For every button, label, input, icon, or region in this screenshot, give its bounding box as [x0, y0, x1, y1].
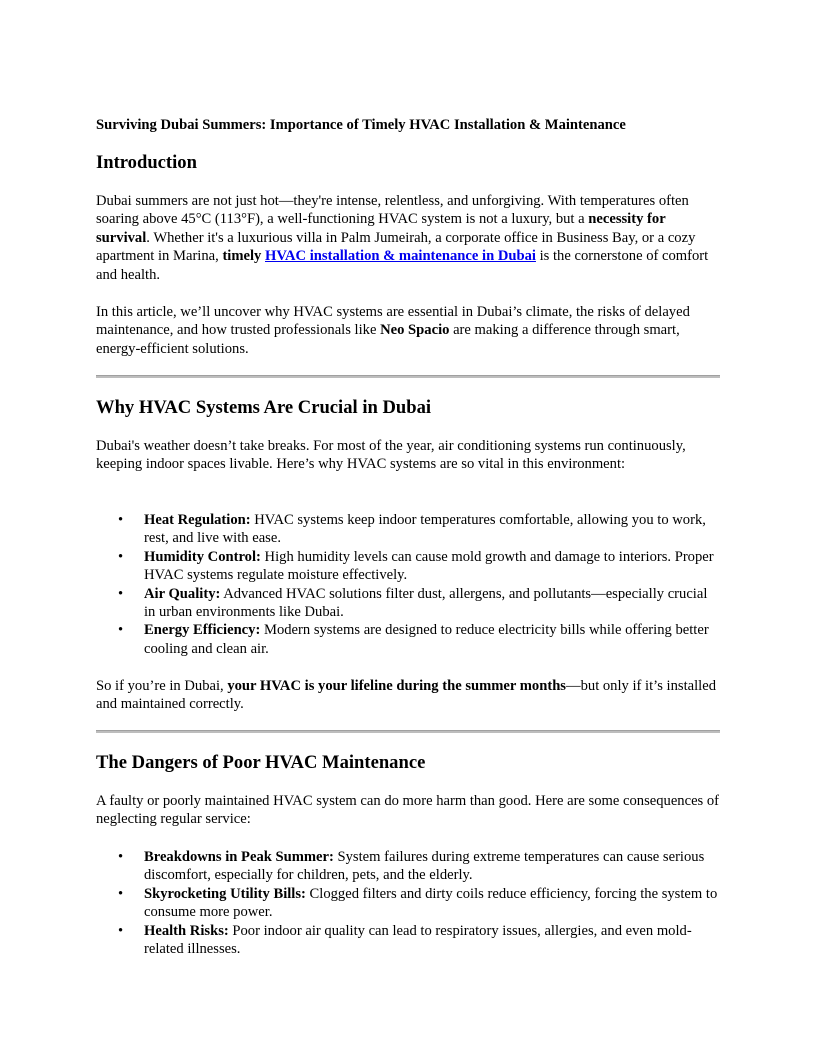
why-paragraph-2: [96, 677, 720, 714]
document-title: Surviving Dubai Summers: Importance of Timely HVAC Installation & Maintenance: [96, 117, 626, 133]
bullet-icon: •: [118, 548, 124, 565]
list-item: [96, 922, 720, 959]
list-item: [96, 548, 720, 585]
section-divider: [96, 730, 720, 733]
why-bullet-list: [96, 511, 720, 658]
dangers-bullet-list: [96, 848, 720, 958]
list-item: [96, 848, 720, 885]
intro-p1-text-a: Dubai summers are not just hot—they're intense, relentless, and unforgiving. With temperatures often soaring above 45°C (113°F), a well-functioning HVAC system is not a luxury, but a: [96, 193, 689, 228]
hvac-installation-link[interactable]: HVAC installation & maintenance in Dubai: [265, 248, 536, 265]
list-item-label: Air Quality:: [144, 585, 221, 602]
list-item-text: High humidity levels can cause mold growth and damage to interiors. Proper HVAC systems regulate moisture effectively.: [144, 548, 714, 584]
list-item-label: Skyrocketing Utility Bills:: [144, 885, 306, 902]
intro-paragraph-2: [96, 303, 720, 358]
why-p2-text-c: —but only if it’s installed and maintained correctly.: [96, 678, 716, 713]
why-heading: Why HVAC Systems Are Crucial in Dubai: [96, 397, 432, 418]
bullet-icon: •: [118, 622, 124, 639]
list-item-text: Advanced HVAC solutions filter dust, allergens, and pollutants—especially crucial in urban environments like Dubai.: [144, 585, 708, 621]
list-item-label: Breakdowns in Peak Summer:: [144, 849, 334, 865]
intro-p2-text-a: In this article, we’ll uncover why HVAC systems are essential in Dubai’s climate, the risks of delayed maintenance, and how trusted professionals like: [96, 304, 690, 339]
intro-p2-bold-neo-spacio: Neo Spacio: [380, 322, 450, 339]
intro-p1-bold-timely: timely: [222, 248, 262, 265]
section-divider: [96, 375, 720, 378]
list-item-text: HVAC systems keep indoor temperatures comfortable, allowing you to work, rest, and live with ease.: [144, 512, 706, 547]
list-item-text: Poor indoor air quality can lead to respiratory issues, allergies, and even mold-related illnesses.: [144, 922, 692, 958]
why-p2-text-a: So if you’re in Dubai,: [96, 678, 228, 694]
dangers-heading: The Dangers of Poor HVAC Maintenance: [96, 752, 426, 773]
intro-p2-text-c: are making a difference through smart, energy-efficient solutions.: [96, 322, 680, 357]
list-item-text: System failures during extreme temperatures can cause serious discomfort, especially for children, pets, and the elderly.: [144, 849, 705, 884]
list-item-label: Health Risks:: [144, 922, 229, 939]
bullet-icon: •: [118, 585, 124, 602]
list-item-label: Energy Efficiency:: [144, 622, 261, 639]
list-item: [96, 885, 720, 922]
list-item-label: Humidity Control:: [144, 548, 261, 565]
intro-p1-text-c: . Whether it's a luxurious villa in Palm Jumeirah, a corporate office in Business Bay, or a cozy apartment in Marina,: [96, 229, 696, 265]
bullet-icon: •: [118, 512, 124, 528]
list-item: [96, 621, 720, 658]
dangers-paragraph-1: A faulty or poorly maintained HVAC system can do more harm than good. Here are some consequences of neglecting regular service:: [96, 793, 720, 828]
why-paragraph-1: Dubai's weather doesn’t take breaks. For most of the year, air conditioning systems run continuously, keeping indoor spaces livable. Here’s why HVAC systems are so vital in this environment:: [96, 438, 686, 473]
list-item-label: Heat Regulation:: [144, 512, 251, 528]
bullet-icon: •: [118, 885, 124, 902]
intro-p1-bold-survival: necessity for survival: [96, 211, 666, 246]
list-item: [96, 585, 720, 622]
bullet-icon: •: [118, 849, 124, 865]
list-item-text: Clogged filters and dirty coils reduce efficiency, forcing the system to consume more power.: [144, 885, 718, 921]
bullet-icon: •: [118, 922, 124, 939]
why-p2-bold-lifeline: your HVAC is your lifeline during the summer months: [227, 678, 566, 694]
intro-heading: Introduction: [96, 152, 197, 173]
list-item-text: Modern systems are designed to reduce electricity bills while offering better cooling and clean air.: [144, 622, 709, 657]
list-item: [96, 511, 720, 548]
intro-paragraph-1: [96, 192, 720, 284]
intro-p1-text-e: is the cornerstone of comfort and health.: [96, 248, 709, 283]
